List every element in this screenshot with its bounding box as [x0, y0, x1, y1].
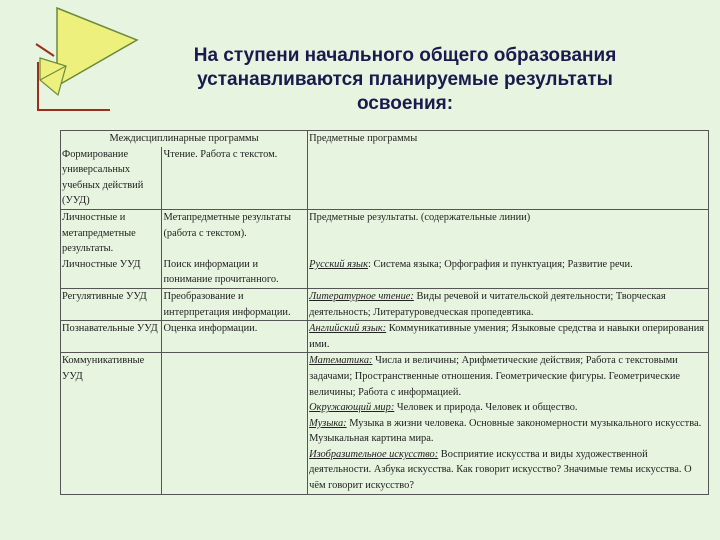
triangle-decoration: [0, 0, 160, 120]
cell-c1: Личностные и метапредметные результаты.: [61, 209, 162, 256]
cell-c3: [308, 353, 709, 400]
subject-name: Математика:: [309, 355, 373, 367]
subject-name: Изобразительное искусство:: [309, 448, 439, 460]
table-row: [61, 447, 709, 494]
cell-c2: [162, 416, 308, 447]
cell-c1: [61, 416, 162, 447]
header-interdisciplinary: Междисциплинарные программы: [61, 131, 308, 147]
cell-c3: [308, 447, 709, 494]
cell-c2: [162, 353, 308, 400]
cell-c2: Чтение. Работа с текстом.: [162, 147, 308, 210]
cell-c3: [308, 321, 709, 353]
subject-content: Восприятие искусства и виды художественной деятельности. Азбука искусства. Как говорит искусство? Значимые темы искусства. О чём говорит искусство?: [309, 448, 692, 492]
cell-c3: [308, 257, 709, 289]
subject-content: Коммуникативные умения; Языковые средства и навыки оперирования ими.: [309, 323, 705, 350]
subject-name: Музыка:: [309, 417, 347, 429]
subject-content: : Система языка; Орфография и пунктуация; Развитие речи.: [367, 258, 633, 270]
subject-name: Литературное чтение:: [309, 290, 414, 302]
subject-name: Русский язык: [309, 258, 368, 270]
cell-c1: Познавательные УУД: [61, 321, 162, 353]
table-header-row: [61, 131, 709, 147]
cell-c3: [308, 288, 709, 320]
cell-c1: Коммуникативные УУД: [61, 353, 162, 400]
cell-c1: Личностные УУД: [61, 257, 162, 289]
subject-content: Числа и величины; Арифметические действия; Работа с текстовыми задачами; Пространственные отношения. Геометрические фигуры. Геометрические величины; Работа с информацией.: [309, 355, 681, 398]
cell-c1: [61, 447, 162, 494]
subject-content: Музыка в жизни человека. Основные закономерности музыкального искусства. Музыкальная картина мира.: [309, 417, 702, 445]
cell-c2: Метапредметные результаты (работа с текстом).: [162, 209, 308, 256]
table-row: [61, 288, 709, 320]
cell-c2: Оценка информации.: [162, 321, 308, 353]
cell-c2: Преобразование и интерпретация информации.: [162, 288, 308, 320]
cell-c3: [308, 400, 709, 416]
cell-c2: [162, 400, 308, 416]
table-row: [61, 209, 709, 256]
subject-name: Английский язык:: [309, 323, 387, 335]
cell-c3: Предметные результаты. (содержательные линии): [308, 209, 709, 256]
cell-c1: Формирование универсальных учебных действий (УУД): [61, 147, 162, 210]
cell-c2: Поиск информации и понимание прочитанного.: [162, 257, 308, 289]
subject-content: Человек и природа. Человек и общество.: [394, 402, 578, 414]
page-title: На ступени начального общего образования устанавливаются планируемые результаты освоения:: [193, 45, 617, 114]
header-subject: Предметные программы: [308, 131, 709, 147]
programs-table: [60, 130, 709, 495]
table-row: [61, 321, 709, 353]
table-row: [61, 257, 709, 289]
table-row: [61, 353, 709, 400]
subject-name: Окружающий мир:: [309, 402, 395, 414]
table-row: [61, 147, 709, 210]
subject-content: Виды речевой и читательской деятельности; Творческая деятельность; Литературоведческая пропедевтика.: [309, 290, 666, 318]
table-row: [61, 416, 709, 447]
cell-c1: [61, 400, 162, 416]
cell-c1: Регулятивные УУД: [61, 288, 162, 320]
cell-c3: [308, 416, 709, 447]
cell-c3: [308, 147, 709, 210]
table-row: [61, 400, 709, 416]
cell-c2: [162, 447, 308, 494]
